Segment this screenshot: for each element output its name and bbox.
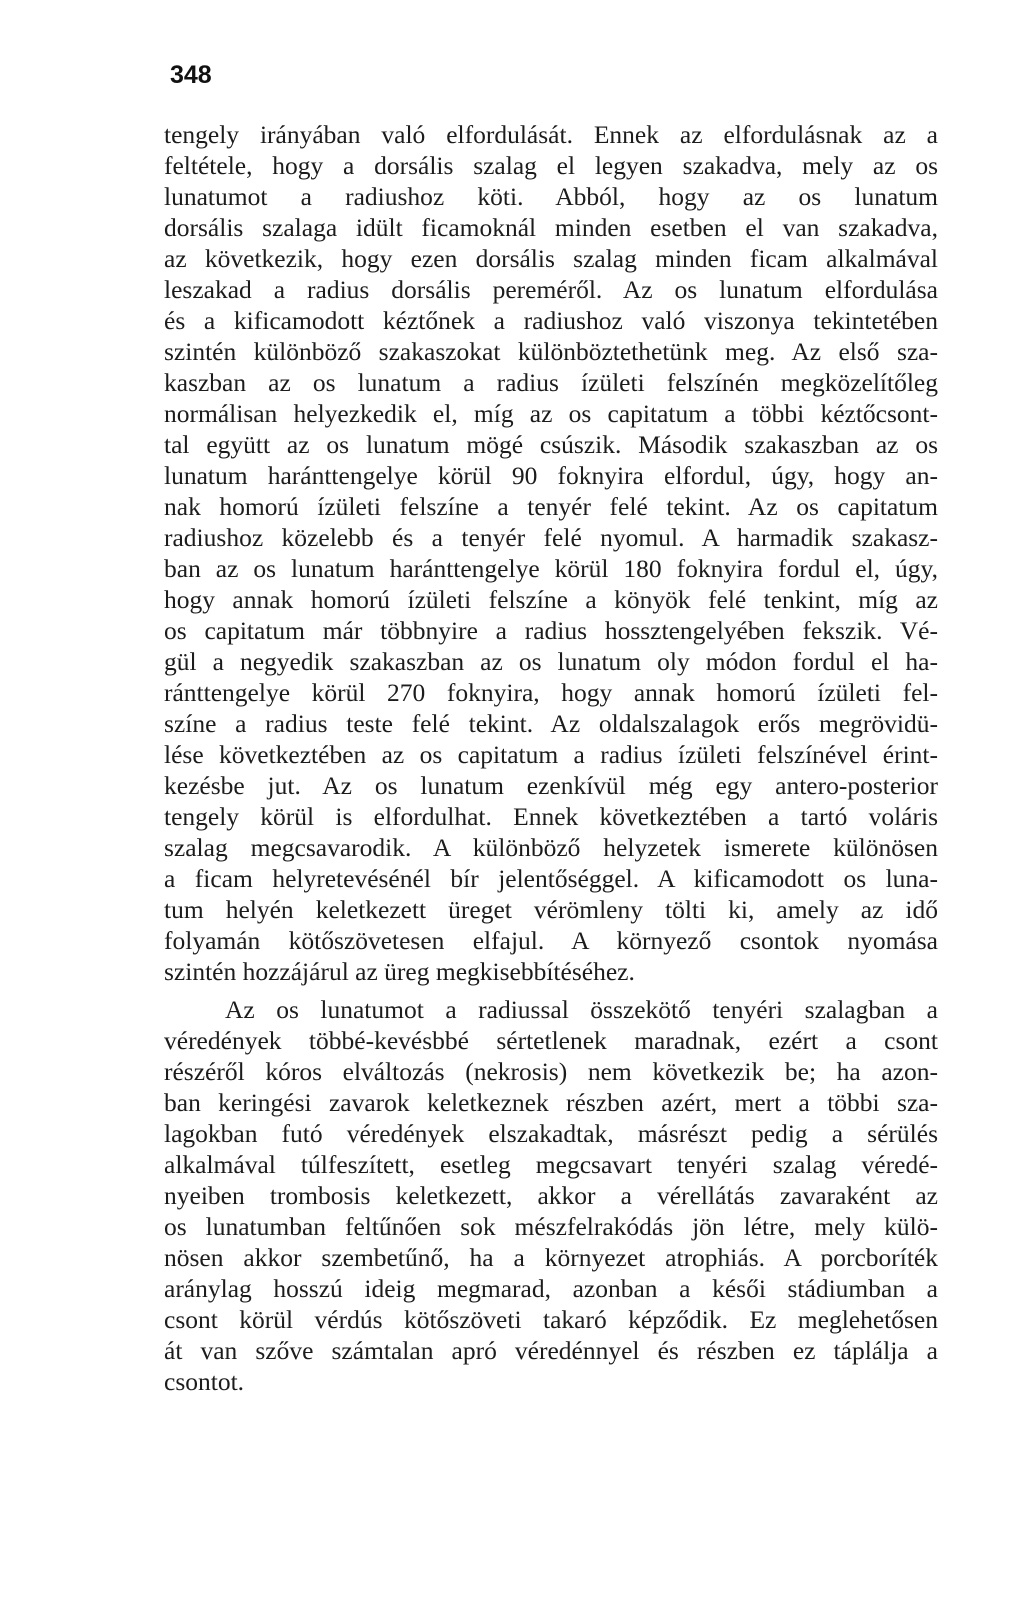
text-line: az következik, hogy ezen dorsális szalag minden ficam alkalmával xyxy=(164,244,938,273)
text-line: radiushoz közelebb és a tenyér felé nyomul. A harmadik szakasz- xyxy=(164,523,938,552)
text-line: részéről kóros elváltozás (nekrosis) nem következik be; ha azon- xyxy=(164,1057,938,1086)
text-line: ránttengelye körül 270 foknyira, hogy annak homorú ízületi fel- xyxy=(164,678,938,707)
text-line: tum helyén keletkezett üreget vérömleny tölti ki, amely az idő xyxy=(164,895,938,924)
text-line: lunatumot a radiushoz köti. Abból, hogy az os lunatum xyxy=(164,182,938,211)
text-line: normálisan helyezkedik el, míg az os capitatum a többi kéztőcsont- xyxy=(164,399,938,428)
text-line: át van szőve számtalan apró véredénnyel és részben ez táplálja a xyxy=(164,1336,938,1365)
text-line: gül a negyedik szakaszban az os lunatum oly módon fordul el ha- xyxy=(164,647,938,676)
text-line: a ficam helyretevésénél bír jelentőséggel. A kificamodott os luna- xyxy=(164,864,938,893)
paragraph-gap xyxy=(164,987,938,994)
text-line: tengely körül is elfordulhat. Ennek következtében a tartó voláris xyxy=(164,802,938,831)
text-line: alkalmával túlfeszített, esetleg megcsavart tenyéri szalag véredé- xyxy=(164,1150,938,1179)
text-line: szalag megcsavarodik. A különböző helyzetek ismerete különösen xyxy=(164,833,938,862)
text-line: nak homorú ízületi felszíne a tenyér felé tekint. Az os capitatum xyxy=(164,492,938,521)
text-line: lése következtében az os capitatum a radius ízületi felszínével érint- xyxy=(164,740,938,769)
text-line: Az os lunatumot a radiussal összekötő tenyéri szalagban a xyxy=(225,995,938,1024)
text-line: csont körül vérdús kötőszöveti takaró képződik. Ez meglehetősen xyxy=(164,1305,938,1334)
text-line: leszakad a radius dorsális pereméről. Az os lunatum elfordulása xyxy=(164,275,938,304)
text-line: kezésbe jut. Az os lunatum ezenkívül még egy antero-posterior xyxy=(164,771,938,800)
text-line: kaszban az os lunatum a radius ízületi felszínén megközelítőleg xyxy=(164,368,938,397)
text-line: os lunatumban feltűnően sok mészfelrakódás jön létre, mely külö- xyxy=(164,1212,938,1241)
text-line: ban keringési zavarok keletkeznek részben azért, mert a többi sza- xyxy=(164,1088,938,1117)
paragraph xyxy=(164,119,938,987)
text-line: hogy annak homorú ízületi felszíne a könyök felé tenkint, míg az xyxy=(164,585,938,614)
page-number: 348 xyxy=(170,61,212,89)
text-line: folyamán kötőszövetesen elfajul. A környező csontok nyomása xyxy=(164,926,938,955)
text-line: lagokban futó véredények elszakadtak, másrészt pedig a sérülés xyxy=(164,1119,938,1148)
text-line: szintén hozzájárul az üreg megkisebbítéséhez. xyxy=(164,957,635,986)
text-line: nösen akkor szembetűnő, ha a környezet atrophiás. A porcboríték xyxy=(164,1243,938,1272)
paragraph xyxy=(164,994,938,1397)
text-line: és a kificamodott kéztőnek a radiushoz való viszonya tekintetében xyxy=(164,306,938,335)
text-line: feltétele, hogy a dorsális szalag el legyen szakadva, mely az os xyxy=(164,151,938,180)
text-line: csontot. xyxy=(164,1367,245,1396)
body-text xyxy=(164,119,938,1397)
text-line: os capitatum már többnyire a radius hossztengelyében fekszik. Vé- xyxy=(164,616,938,645)
text-line: ban az os lunatum haránttengelye körül 180 foknyira fordul el, úgy, xyxy=(164,554,938,583)
text-line: tal együtt az os lunatum mögé csúszik. Második szakaszban az os xyxy=(164,430,938,459)
text-line: szintén különböző szakaszokat különböztethetünk meg. Az első sza- xyxy=(164,337,938,366)
text-line: színe a radius teste felé tekint. Az oldalszalagok erős megrövidü- xyxy=(164,709,938,738)
text-line: dorsális szalaga idült ficamoknál minden esetben el van szakadva, xyxy=(164,213,938,242)
text-line: aránylag hosszú ideig megmarad, azonban a késői stádiumban a xyxy=(164,1274,938,1303)
text-line: nyeiben trombosis keletkezett, akkor a vérellátás zavaraként az xyxy=(164,1181,938,1210)
text-line: lunatum haránttengelye körül 90 foknyira elfordul, úgy, hogy an- xyxy=(164,461,938,490)
text-line: véredények többé-kevésbbé sértetlenek maradnak, ezért a csont xyxy=(164,1026,938,1055)
text-line: tengely irányában való elfordulását. Ennek az elfordulásnak az a xyxy=(164,120,938,149)
